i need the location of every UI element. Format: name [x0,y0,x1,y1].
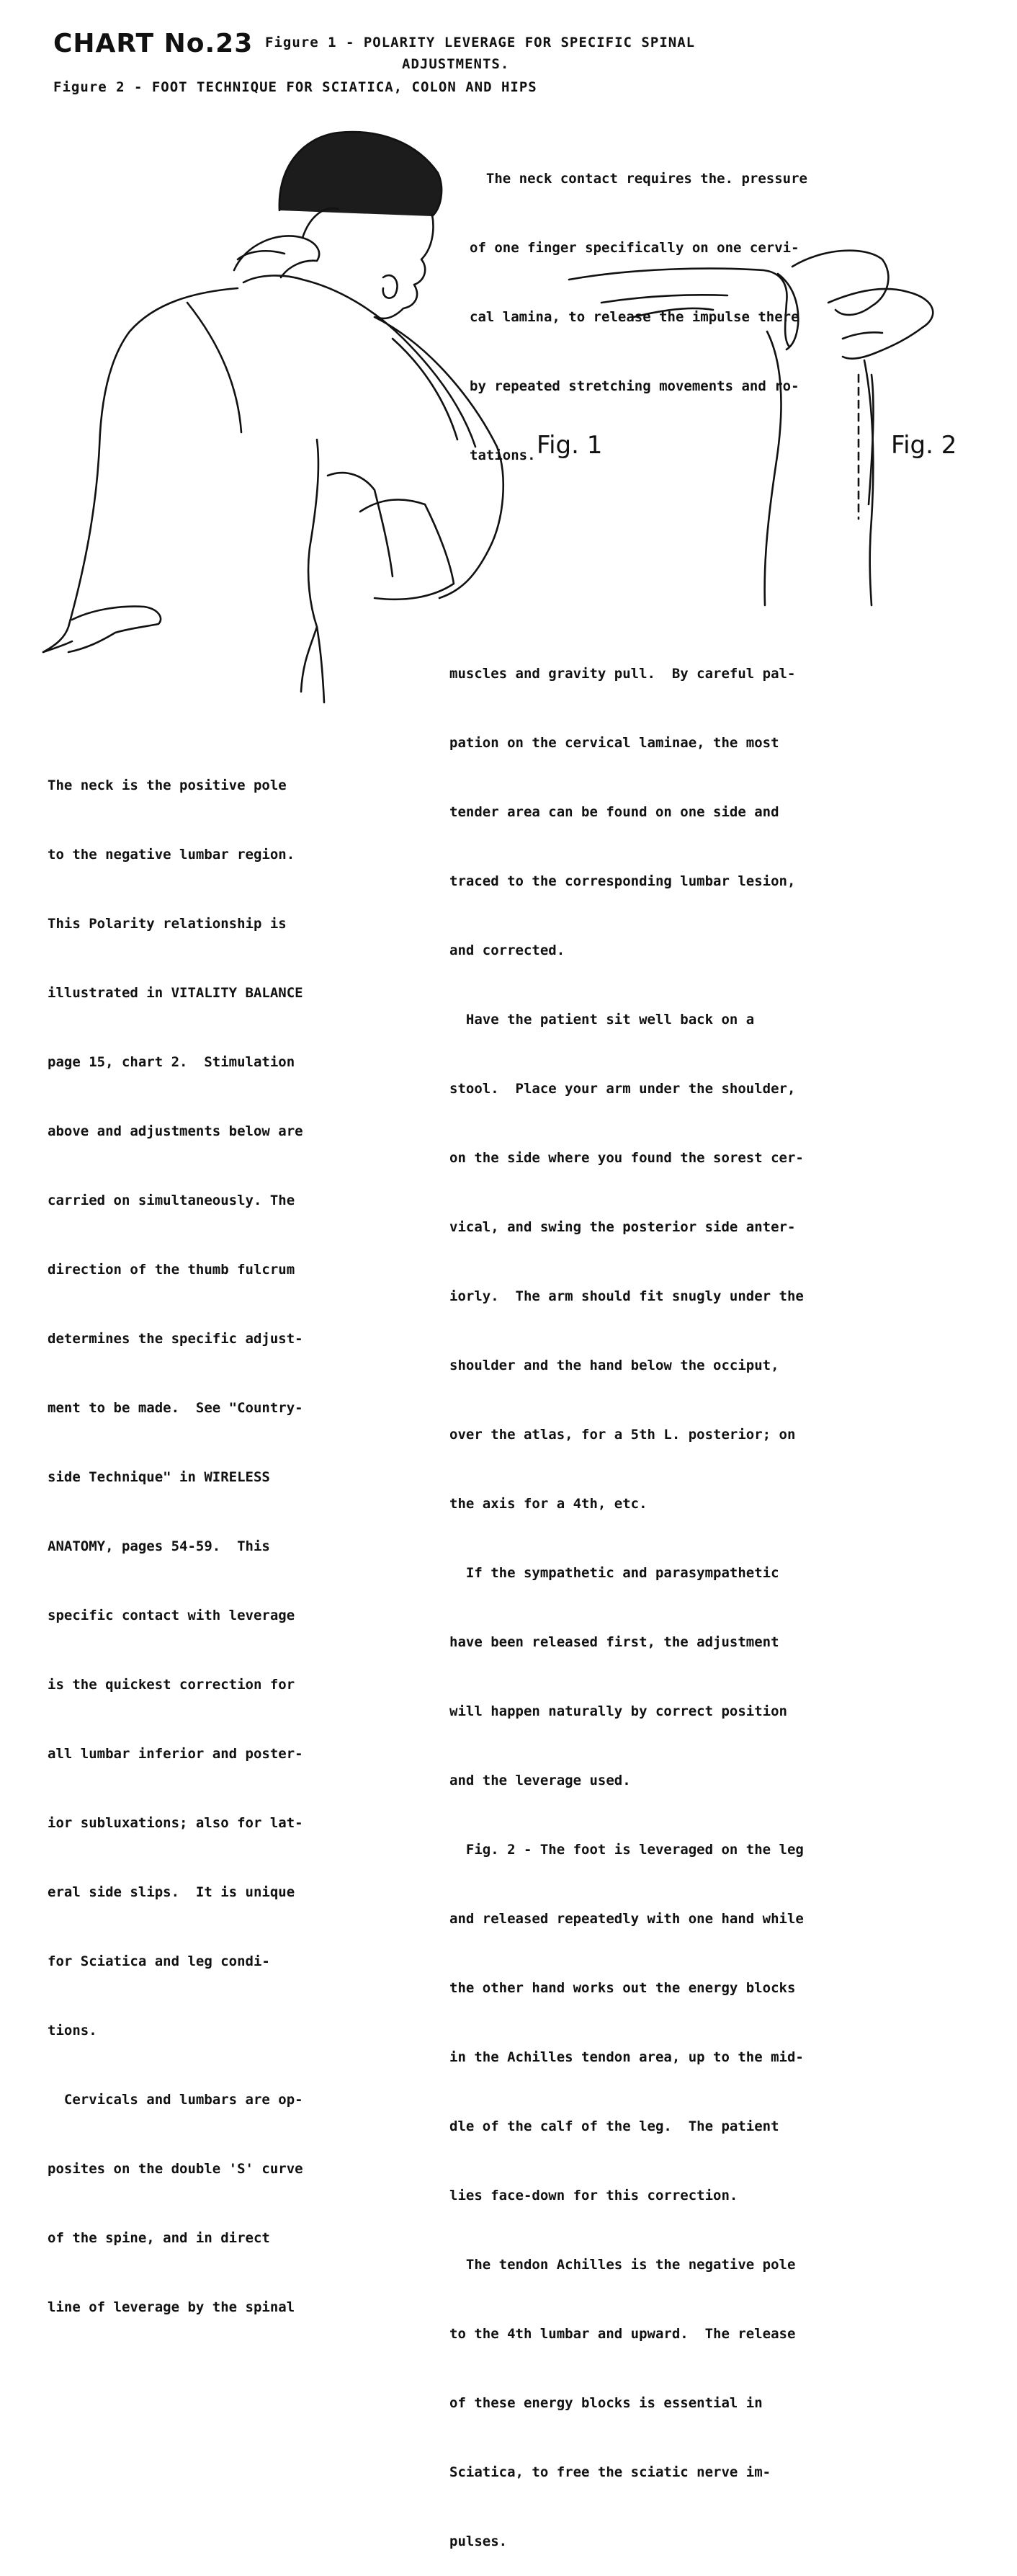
text-line: the axis for a 4th, etc. [449,1496,648,1512]
text-line: all lumbar inferior and poster- [48,1746,303,1762]
fig2-label: Fig. 2 [891,431,957,460]
fig1-sleeve [360,499,454,599]
text-line: page 15, chart 2. Stimulation [48,1054,295,1070]
text-line: to the 4th lumbar and upward. The release [449,2326,796,2342]
text-line: Sciatica, to free the sciatic nerve im- [449,2464,771,2480]
text-line: direction of the thumb fulcrum [48,1262,295,1278]
text-line: shoulder and the hand below the occiput, [449,1358,779,1373]
fig1-lumbar-hand [68,607,161,652]
chart-number-title: CHART No.23 [53,29,254,58]
fig1-shoulder-right [303,280,475,447]
text-line: tions. [48,2023,97,2038]
text-line: side Technique" in WIRELESS [48,1469,270,1485]
fig2-calf-right [864,360,873,605]
figure2-heading: Figure 2 - FOOT TECHNIQUE FOR SCIATICA, COLON AND HIPS [53,79,537,95]
text-line: ANATOMY, pages 54-59. This [48,1538,270,1554]
text-line: pulses. [449,2533,508,2549]
fig1-back-left [43,288,238,652]
text-line: vical, and swing the posterior side anter- [449,1219,796,1235]
text-line: eral side slips. It is unique [48,1884,295,1900]
text-line: illustrated in VITALITY BALANCE [48,985,303,1001]
text-line: posites on the double 'S' curve [48,2161,303,2177]
text-line: for Sciatica and leg condi- [48,1953,270,1969]
text-line: the other hand works out the energy blocks [449,1980,796,1996]
text-line: muscles and gravity pull. By careful pal- [449,666,796,682]
text-line: over the atlas, for a 5th L. posterior; on [449,1427,796,1443]
text-line: The neck contact requires the. pressure [470,171,807,187]
figure1-heading: Figure 1 - POLARITY LEVERAGE FOR SPECIFIC SPINAL [265,35,696,50]
text-line: line of leverage by the spinal [48,2299,295,2315]
text-line: ment to be made. See "Country- [48,1400,303,1416]
text-line: pation on the cervical laminae, the most [449,735,779,751]
fig1-spine-curve [187,303,241,432]
text-line: Have the patient sit well back on a [449,1012,755,1028]
text-line: and released repeatedly with one hand while [449,1911,804,1927]
text-line: tender area can be found on one side and [449,804,779,820]
text-line: on the side where you found the sorest cer- [449,1150,804,1166]
text-line: The tendon Achilles is the negative pole [449,2257,796,2273]
fig1-face [376,215,433,318]
fig1-neck-line [303,208,339,238]
text-line: iorly. The arm should fit snugly under the [449,1288,804,1304]
fig1-body-right [308,440,324,703]
text-line: The neck is the positive pole [48,777,287,793]
text-line: and corrected. [449,942,565,958]
text-line: of one finger specifically on one cervi- [470,240,799,256]
text-line: is the quickest correction for [48,1677,295,1693]
text-line: above and adjustments below are [48,1123,303,1139]
text-line: cal lamina, to release the impulse there [470,309,799,325]
text-line: tations. [470,447,536,463]
fig1-label: Fig. 1 [537,431,603,460]
text-line: of the spine, and in direct [48,2230,270,2246]
text-line: ior subluxations; also for lat- [48,1815,303,1831]
text-line: and the leverage used. [449,1773,631,1788]
text-line: traced to the corresponding lumbar lesion, [449,873,796,889]
intro-paragraph [470,121,807,490]
left-column-text [48,728,303,2342]
text-line: by repeated stretching movements and ro- [470,378,799,394]
text-line: carried on simultaneously. The [48,1193,295,1208]
fig1-hand-on-neck [234,236,319,277]
text-line: will happen naturally by correct position [449,1703,787,1719]
text-line: have been released first, the adjustment [449,1634,779,1650]
text-line: of these energy blocks is essential in [449,2395,763,2411]
text-line: specific contact with leverage [48,1608,295,1623]
text-line: to the negative lumbar region. [48,847,295,863]
right-column-text [449,616,804,2576]
text-line: stool. Place your arm under the shoulder, [449,1081,796,1097]
text-line: This Polarity relationship is [48,916,287,932]
text-line: determines the specific adjust- [48,1331,303,1347]
fig1-ear [383,275,398,298]
figure1-illustration [43,132,503,703]
text-line: lies face-down for this correction. [449,2188,738,2203]
text-line: in the Achilles tendon area, up to the mid- [449,2049,804,2065]
figure1-heading-continuation: ADJUSTMENTS. [402,56,510,72]
text-line: dle of the calf of the leg. The patient [449,2118,779,2134]
fig1-head-hair [279,132,442,216]
text-line: If the sympathetic and parasympathetic [449,1565,779,1581]
text-line: Cervicals and lumbars are op- [48,2092,303,2108]
text-line: Fig. 2 - The foot is leveraged on the leg [449,1842,804,1858]
